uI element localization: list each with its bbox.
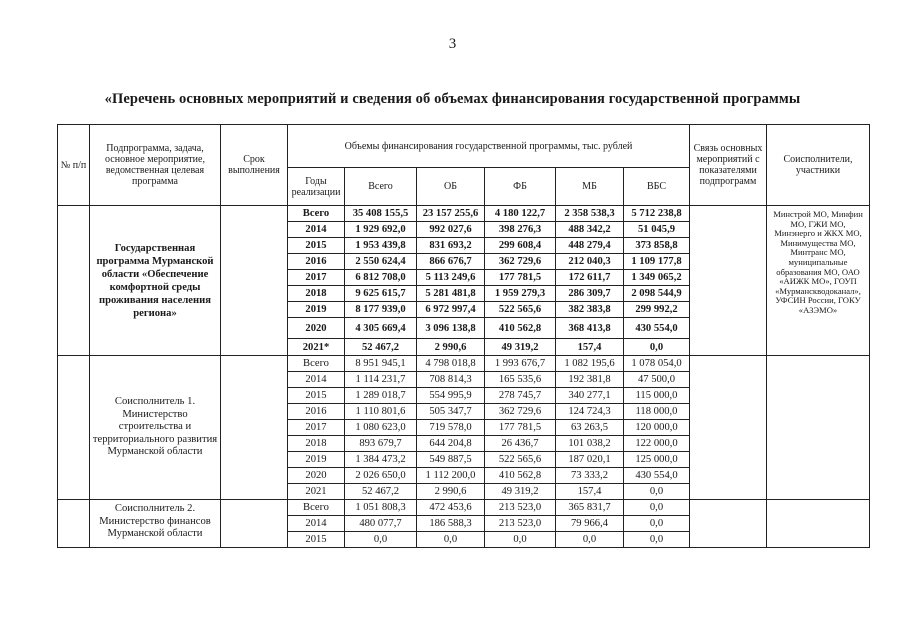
cell-fb: 362 729,6 [485,404,556,420]
cell-year: 2016 [288,404,345,420]
header-link: Связь основных мероприятий с показателями подпрограмм [690,125,767,206]
cell-fb: 410 562,8 [485,318,556,339]
cell-year: 2019 [288,302,345,318]
cell-mb: 448 279,4 [556,238,624,254]
cell-year: 2017 [288,270,345,286]
table-row [58,500,870,516]
cell-fb: 278 745,7 [485,388,556,404]
cell-ob: 831 693,2 [417,238,485,254]
cell-mb: 73 333,2 [556,468,624,484]
cell-ob: 2 990,6 [417,484,485,500]
cell-ob: 644 204,8 [417,436,485,452]
cell-year: 2014 [288,222,345,238]
cell-mb: 340 277,1 [556,388,624,404]
cell-mb: 488 342,2 [556,222,624,238]
cell-ob: 554 995,9 [417,388,485,404]
cell-vbs: 1 109 177,8 [624,254,690,270]
header-row [58,125,870,168]
cell-fb: 410 562,8 [485,468,556,484]
cell-ob: 186 588,3 [417,516,485,532]
cell-year: 2015 [288,532,345,548]
program-name: Государственная программа Мурманской области «Обеспечение комфортной среды проживания населения региона» [90,206,221,356]
cell-total: 2 026 650,0 [345,468,417,484]
header-mb: МБ [556,168,624,206]
cell-total: 8 177 939,0 [345,302,417,318]
cell-ob: 6 972 997,4 [417,302,485,318]
row-num-cell [58,206,90,356]
cell-mb: 172 611,7 [556,270,624,286]
cell-vbs: 299 992,2 [624,302,690,318]
cell-vbs: 118 000,0 [624,404,690,420]
cell-total: 9 625 615,7 [345,286,417,302]
cell-year: 2015 [288,238,345,254]
header-vbs: ВБС [624,168,690,206]
cell-year: 2019 [288,452,345,468]
cell-mb: 2 358 538,3 [556,206,624,222]
cell-fb: 1 959 279,3 [485,286,556,302]
cell-fb: 49 319,2 [485,484,556,500]
cell-total: 1 080 623,0 [345,420,417,436]
cell-ob: 708 814,3 [417,372,485,388]
cell-year: Всего [288,356,345,372]
co1-name: Соисполнитель 1. Министерство строительства и территориального развития Мурманской области [90,356,221,500]
cell-vbs: 0,0 [624,532,690,548]
cell-fb: 362 729,6 [485,254,556,270]
cell-ob: 866 676,7 [417,254,485,270]
cell-year: 2016 [288,254,345,270]
cell-vbs: 120 000,0 [624,420,690,436]
coexecutors-cell [767,356,870,500]
cell-total: 52 467,2 [345,339,417,356]
cell-fb: 26 436,7 [485,436,556,452]
cell-ob: 992 027,6 [417,222,485,238]
header-coexecutors: Соисполнители, участники [767,125,870,206]
cell-ob: 2 990,6 [417,339,485,356]
cell-year: 2014 [288,516,345,532]
cell-ob: 3 096 138,8 [417,318,485,339]
cell-mb: 286 309,7 [556,286,624,302]
cell-mb: 79 966,4 [556,516,624,532]
header-ob: ОБ [417,168,485,206]
cell-vbs: 5 712 238,8 [624,206,690,222]
page-number: 3 [448,36,457,52]
link-cell [690,206,767,356]
cell-fb: 522 565,6 [485,452,556,468]
cell-mb: 212 040,3 [556,254,624,270]
cell-mb: 1 082 195,6 [556,356,624,372]
cell-total: 1 051 808,3 [345,500,417,516]
header-funding: Объемы финансирования государственной программы, тыс. рублей [288,125,690,168]
cell-total: 893 679,7 [345,436,417,452]
cell-mb: 0,0 [556,532,624,548]
cell-mb: 365 831,7 [556,500,624,516]
row-num-cell [58,500,90,548]
cell-vbs: 373 858,8 [624,238,690,254]
cell-mb: 157,4 [556,484,624,500]
cell-year: 2021* [288,339,345,356]
cell-year: 2020 [288,318,345,339]
cell-fb: 1 993 676,7 [485,356,556,372]
cell-ob: 549 887,5 [417,452,485,468]
cell-total: 1 953 439,8 [345,238,417,254]
cell-vbs: 2 098 544,9 [624,286,690,302]
cell-ob: 5 113 249,6 [417,270,485,286]
cell-fb: 0,0 [485,532,556,548]
cell-total: 1 114 231,7 [345,372,417,388]
cell-total: 1 110 801,6 [345,404,417,420]
cell-mb: 124 724,3 [556,404,624,420]
cell-total: 480 077,7 [345,516,417,532]
cell-mb: 63 263,5 [556,420,624,436]
cell-total: 1 289 018,7 [345,388,417,404]
cell-vbs: 1 078 054,0 [624,356,690,372]
cell-fb: 299 608,4 [485,238,556,254]
cell-total: 1 929 692,0 [345,222,417,238]
cell-mb: 101 038,2 [556,436,624,452]
cell-ob: 1 112 200,0 [417,468,485,484]
header-subprogram: Подпрограмма, задача, основное мероприятие, ведомственная целевая программа [90,125,221,206]
funding-table [57,124,870,548]
cell-vbs: 430 554,0 [624,318,690,339]
cell-total: 2 550 624,4 [345,254,417,270]
cell-ob: 0,0 [417,532,485,548]
cell-total: 8 951 945,1 [345,356,417,372]
cell-mb: 187 020,1 [556,452,624,468]
cell-vbs: 122 000,0 [624,436,690,452]
cell-year: Всего [288,206,345,222]
cell-year: 2015 [288,388,345,404]
cell-vbs: 47 500,0 [624,372,690,388]
cell-total: 35 408 155,5 [345,206,417,222]
table-row [58,206,870,222]
term-cell [221,356,288,500]
cell-vbs: 0,0 [624,500,690,516]
cell-ob: 472 453,6 [417,500,485,516]
cell-fb: 213 523,0 [485,516,556,532]
cell-vbs: 430 554,0 [624,468,690,484]
cell-ob: 23 157 255,6 [417,206,485,222]
link-cell [690,500,767,548]
term-cell [221,206,288,356]
cell-fb: 522 565,6 [485,302,556,318]
cell-mb: 382 383,8 [556,302,624,318]
cell-year: 2017 [288,420,345,436]
header-total: Всего [345,168,417,206]
cell-ob: 4 798 018,8 [417,356,485,372]
cell-vbs: 1 349 065,2 [624,270,690,286]
cell-vbs: 0,0 [624,516,690,532]
cell-year: 2021 [288,484,345,500]
cell-vbs: 0,0 [624,339,690,356]
cell-fb: 4 180 122,7 [485,206,556,222]
coexecutors-cell [767,500,870,548]
cell-total: 6 812 708,0 [345,270,417,286]
link-cell [690,356,767,500]
cell-fb: 213 523,0 [485,500,556,516]
cell-year: 2020 [288,468,345,484]
cell-mb: 157,4 [556,339,624,356]
cell-vbs: 0,0 [624,484,690,500]
cell-ob: 5 281 481,8 [417,286,485,302]
header-years: Годы реализации [288,168,345,206]
cell-vbs: 115 000,0 [624,388,690,404]
cell-fb: 165 535,6 [485,372,556,388]
term-cell [221,500,288,548]
cell-total: 1 384 473,2 [345,452,417,468]
cell-ob: 505 347,7 [417,404,485,420]
table-row [58,356,870,372]
cell-total: 4 305 669,4 [345,318,417,339]
cell-total: 0,0 [345,532,417,548]
cell-vbs: 51 045,9 [624,222,690,238]
program-coexecutors: Минстрой МО, Минфин МО, ГЖИ МО, Минэнерго и ЖКХ МО, Минимущества МО, Минтранс МО, муниципальные образования МО, ОАО «АИЖК МО», ГОУП «Мурманскводоканал», УФСИН России, ГОКУ «АЗЭМО» [767,206,870,356]
cell-year: Всего [288,500,345,516]
cell-fb: 398 276,3 [485,222,556,238]
row-num-cell [58,356,90,500]
co2-name: Соисполнитель 2. Министерство финансов Мурманской области [90,500,221,548]
cell-vbs: 125 000,0 [624,452,690,468]
cell-fb: 177 781,5 [485,270,556,286]
cell-mb: 368 413,8 [556,318,624,339]
header-num: № п/п [58,125,90,206]
header-term: Срок выполнения [221,125,288,206]
header-fb: ФБ [485,168,556,206]
document-title: «Перечень основных мероприятий и сведения об объемах финансирования государственной программы [104,91,801,107]
cell-fb: 177 781,5 [485,420,556,436]
cell-fb: 49 319,2 [485,339,556,356]
cell-year: 2018 [288,436,345,452]
cell-total: 52 467,2 [345,484,417,500]
cell-year: 2018 [288,286,345,302]
cell-mb: 192 381,8 [556,372,624,388]
cell-year: 2014 [288,372,345,388]
cell-ob: 719 578,0 [417,420,485,436]
